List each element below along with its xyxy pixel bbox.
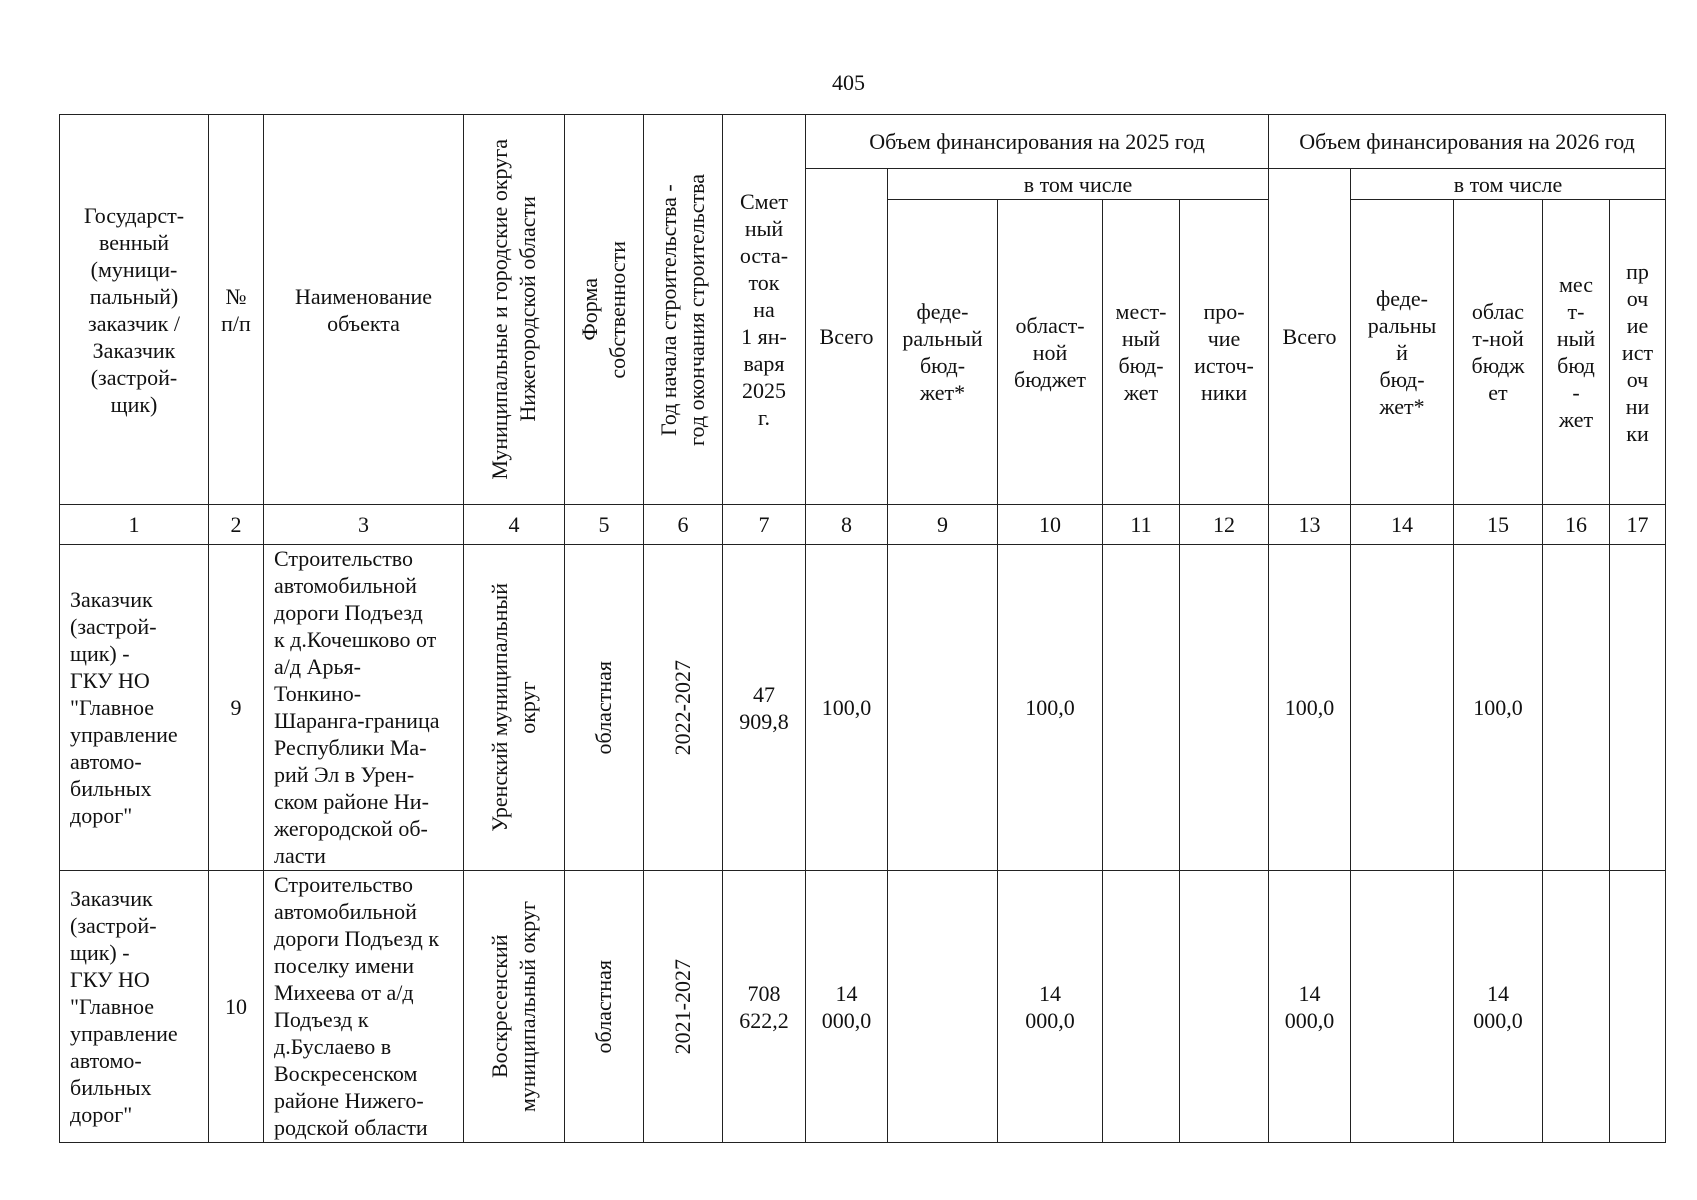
row-other-2026 [1610, 545, 1666, 871]
column-number: 2 [209, 505, 264, 545]
column-number: 14 [1351, 505, 1454, 545]
header-municipality-text: Муниципальные и городские округа Нижегородской области [487, 139, 540, 480]
column-number: 4 [464, 505, 565, 545]
row-ownership [565, 545, 644, 871]
header-ownership-text: Форма собственности [577, 240, 630, 379]
header-customer: Государст- венный (муници- пальный) заказчик / Заказчик (застрой- щик) [60, 115, 209, 505]
table-row [60, 545, 1666, 871]
column-number: 10 [998, 505, 1103, 545]
header-local-2026: мес т- ный бюд - жет [1543, 200, 1610, 505]
table-row [60, 871, 1666, 1143]
column-number-row [60, 505, 1666, 545]
header-including-2025: в том числе [888, 169, 1269, 200]
financing-table [59, 114, 1666, 1143]
column-number: 13 [1269, 505, 1351, 545]
column-number: 7 [723, 505, 806, 545]
row-total-2026: 14 000,0 [1269, 871, 1351, 1143]
row-federal-2026 [1351, 545, 1454, 871]
row-num: 10 [209, 871, 264, 1143]
column-number: 6 [644, 505, 723, 545]
header-remainder: Смет ный оста- ток на 1 ян- варя 2025 г. [723, 115, 806, 505]
header-ownership [565, 115, 644, 505]
row-regional-2025: 100,0 [998, 545, 1103, 871]
row-regional-2026: 14 000,0 [1454, 871, 1543, 1143]
header-federal-2026: феде- ральны й бюд- жет* [1351, 200, 1454, 505]
row-remainder: 708 622,2 [723, 871, 806, 1143]
header-other-2025: про- чие источ- ники [1180, 200, 1269, 505]
row-total-2025: 14 000,0 [806, 871, 888, 1143]
row-object-name: Строительство автомобильной дороги Подъезд к д.Кочешково от а/д Арья- Тонкино- Шаранга-граница Республики Ма- рий Эл в Урен- ском районе Ни- жегородской об- ласти [264, 545, 464, 871]
header-federal-2025: феде- ральный бюд- жет* [888, 200, 998, 505]
row-federal-2025 [888, 871, 998, 1143]
column-number: 16 [1543, 505, 1610, 545]
header-funding-2026: Объем финансирования на 2026 год [1269, 115, 1666, 169]
header-row-1 [60, 115, 1666, 169]
row-municipality [464, 871, 565, 1143]
row-remainder: 47 909,8 [723, 545, 806, 871]
row-regional-2025: 14 000,0 [998, 871, 1103, 1143]
column-number: 1 [60, 505, 209, 545]
row-years-text: 2021-2027 [670, 958, 695, 1055]
column-number: 8 [806, 505, 888, 545]
header-municipality [464, 115, 565, 505]
header-years-text: Год начала строительства - год окончания строительства [656, 173, 709, 446]
column-number: 15 [1454, 505, 1543, 545]
row-ownership-text: областная [591, 959, 616, 1054]
row-ownership [565, 871, 644, 1143]
row-customer: Заказчик (застрой- щик) - ГКУ НО "Главное управление автомо- бильных дорог" [60, 545, 209, 871]
column-number: 12 [1180, 505, 1269, 545]
header-other-2026: пр оч ие ист оч ни ки [1610, 200, 1666, 505]
row-total-2026: 100,0 [1269, 545, 1351, 871]
row-other-2026 [1610, 871, 1666, 1143]
row-other-2025 [1180, 871, 1269, 1143]
row-total-2025: 100,0 [806, 545, 888, 871]
header-years [644, 115, 723, 505]
row-local-2026 [1543, 545, 1610, 871]
page-number: 405 [832, 70, 865, 95]
row-local-2026 [1543, 871, 1610, 1143]
row-other-2025 [1180, 545, 1269, 871]
header-total-2025: Всего [806, 169, 888, 505]
row-federal-2025 [888, 545, 998, 871]
header-regional-2025: област- ной бюджет [998, 200, 1103, 505]
row-municipality-text: Воскресенский муниципальный округ [487, 900, 540, 1112]
header-funding-2025: Объем финансирования на 2025 год [806, 115, 1269, 169]
row-years [644, 871, 723, 1143]
header-total-2026: Всего [1269, 169, 1351, 505]
row-regional-2026: 100,0 [1454, 545, 1543, 871]
row-local-2025 [1103, 545, 1180, 871]
row-municipality-text: Уренский муниципальный округ [487, 583, 540, 832]
row-ownership-text: областная [591, 660, 616, 755]
row-federal-2026 [1351, 871, 1454, 1143]
row-customer: Заказчик (застрой- щик) - ГКУ НО "Главное управление автомо- бильных дорог" [60, 871, 209, 1143]
column-number: 17 [1610, 505, 1666, 545]
row-local-2025 [1103, 871, 1180, 1143]
header-object-name: Наименование объекта [264, 115, 464, 505]
row-municipality [464, 545, 565, 871]
header-num: № п/п [209, 115, 264, 505]
row-num: 9 [209, 545, 264, 871]
header-including-2026: в том числе [1351, 169, 1666, 200]
row-years [644, 545, 723, 871]
row-object-name: Строительство автомобильной дороги Подъезд к поселку имени Михеева от а/д Подъезд к д.Буслаево в Воскресенском районе Нижего- родской области [264, 871, 464, 1143]
column-number: 3 [264, 505, 464, 545]
column-number: 5 [565, 505, 644, 545]
header-local-2025: мест- ный бюд- жет [1103, 200, 1180, 505]
column-number: 11 [1103, 505, 1180, 545]
header-regional-2026: облас т-ной бюдж ет [1454, 200, 1543, 505]
row-years-text: 2022-2027 [670, 659, 695, 756]
column-number: 9 [888, 505, 998, 545]
